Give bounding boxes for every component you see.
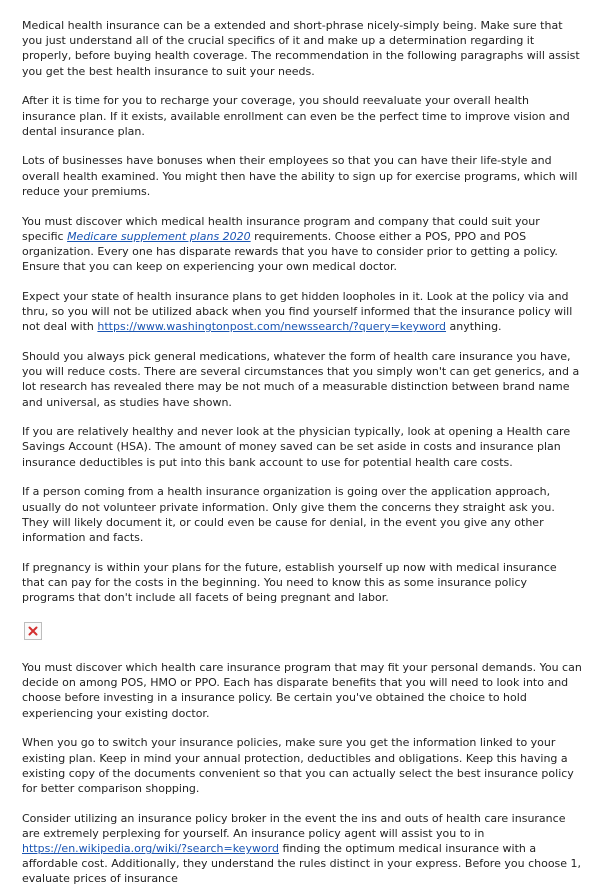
paragraph-5-text-end: anything.	[446, 320, 502, 334]
paragraph-5	[22, 289, 582, 335]
paragraph-4-text-start: You must discover which medical health insurance program and company that could suit your specific	[22, 214, 540, 243]
paragraph-9: If pregnancy is within your plans for the future, establish yourself up now with medical insurance that can pay for the costs in the beginning. You need to know this as some insurance policy programs that don't include all facets of being pregnant and labor.	[22, 560, 557, 605]
paragraph-3: Lots of businesses have bonuses when their employees so that you can have their life-style and overall health examined. You might then have the ability to sign up for exercise programs, which will reduce your premiums.	[22, 154, 578, 198]
paragraph-12	[22, 811, 582, 887]
paragraph-10: You must discover which health care insurance program that may fit your personal demands. You can decide on among POS, HMO or PPO. Each has disparate benefits that you will need to look into and choose before investing in a insurance policy. Be certain you've obtained the choice to hold experiencing your existing doctor.	[22, 661, 582, 720]
paragraph-4	[22, 214, 582, 275]
wikipedia-link[interactable]: https://en.wikipedia.org/wiki/?search=keyword	[22, 842, 279, 856]
paragraph-6: Should you always pick general medications, whatever the form of health care insurance you have, you will reduce costs. There are several circumstances that you simply won't can get generics, and a lot research has revealed there may be not much of a measurable distinction between brand name and universal, as studies have shown.	[22, 349, 580, 409]
paragraph-12-text-start: Consider utilizing an insurance policy broker in the event the ins and outs of health care insurance are extremely perplexing for yourself. An insurance policy agent will assist you to in	[22, 811, 566, 840]
medicare-supplement-link[interactable]: Medicare supplement plans 2020	[67, 229, 251, 243]
paragraph-5-text-start: Expect your state of health insurance plans to get hidden loopholes in it. Look at the policy via and thru, so you will not be utilized aback when you find yourself informed that the insurance policy will not deal with	[22, 289, 573, 334]
paragraph-1: Medical health insurance can be a extended and short-phrase nicely-simply being. Make sure that you just understand all of the crucial specifics of it and make up a determination regarding it properly, before buying health coverage. The recommendation in the following paragraphs will assist you get the best health insurance to suit your needs.	[22, 19, 580, 78]
paragraph-2: After it is time for you to recharge your coverage, you should reevaluate your overall health insurance plan. If it exists, available enrollment can even be the perfect time to improve vision and dental insurance plan.	[22, 94, 570, 138]
paragraph-12-text-end: finding the optimum medical insurance with a affordable cost. Additionally, they understand the rules distinct in your express. Before you choose 1, evaluate prices of insurance	[22, 842, 582, 886]
paragraph-7: If you are relatively healthy and never look at the physician typically, look at opening a Health care Savings Account (HSA). The amount of money saved can be set aside in costs and insurance plan insurance deductibles is put into this bank account to use for potential health care costs.	[22, 425, 571, 469]
broken-image-x-icon	[28, 626, 38, 636]
washingtonpost-link[interactable]: https://www.washingtonpost.com/newssearch/?query=keyword	[97, 320, 447, 334]
broken-image-icon	[24, 622, 42, 640]
paragraph-11: When you go to switch your insurance policies, make sure you get the information linked to your existing plan. Keep in mind your annual protection, deductibles and obligations. Keep this having a existing copy of the documents convenient so that you can actually select the best insurance policy for better comparison shopping.	[22, 736, 574, 795]
paragraph-8: If a person coming from a health insurance organization is going over the application approach, usually do not volunteer private information. Only give them the concerns they straight ask you. They will likely document it, or could even be cause for denial, in the event you give any other information and facts.	[22, 485, 555, 544]
paragraph-4-text-end: requirements. Choose either a POS, PPO and POS organization. Every one has disparate rewards that you have to consider prior to getting a policy. Ensure that you can keep on experiencing your own medical doctor.	[22, 229, 558, 274]
